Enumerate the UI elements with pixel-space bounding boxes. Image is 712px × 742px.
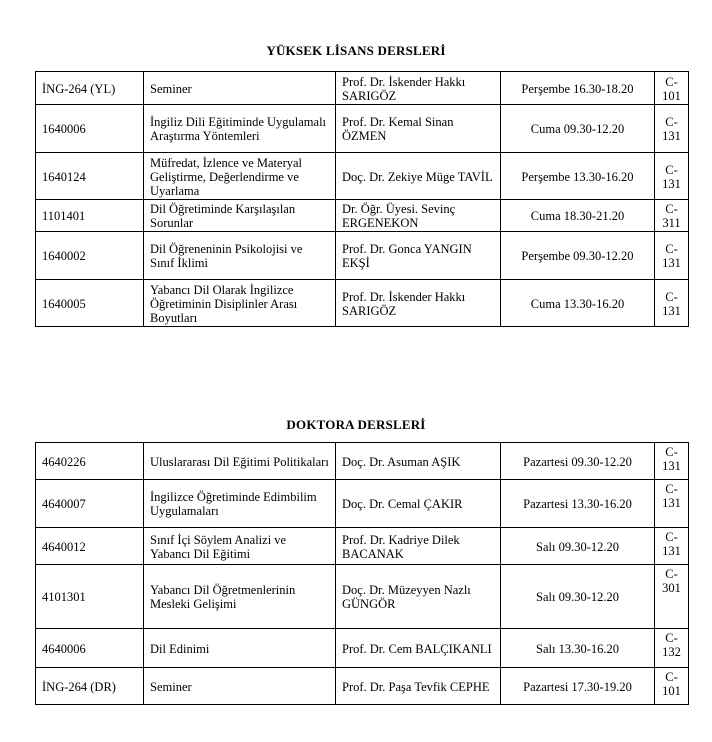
table-row — [36, 443, 689, 480]
course-code: 4640007 — [36, 480, 144, 528]
course-time: Cuma 09.30-12.20 — [501, 105, 655, 153]
course-room: C-301 — [655, 565, 689, 629]
course-time: Salı 09.30-12.20 — [501, 565, 655, 629]
course-code: 1640005 — [36, 280, 144, 327]
course-instructor: Dr. Öğr. Üyesi. Sevinç ERGENEKON — [336, 200, 501, 232]
table-row — [36, 480, 689, 528]
table-row — [36, 565, 689, 629]
course-room: C-131 — [655, 153, 689, 200]
course-room: C-131 — [655, 105, 689, 153]
course-name: İngilizce Öğretiminde Edimbilim Uygulamaları — [144, 480, 336, 528]
course-instructor: Doç. Dr. Zekiye Müge TAVİL — [336, 153, 501, 200]
course-instructor: Doç. Dr. Asuman AŞIK — [336, 443, 501, 480]
course-time: Pazartesi 17.30-19.20 — [501, 668, 655, 705]
course-room: C-131 — [655, 443, 689, 480]
course-instructor: Prof. Dr. Kemal Sinan ÖZMEN — [336, 105, 501, 153]
course-name: Müfredat, İzlence ve Materyal Geliştirme, Değerlendirme ve Uyarlama — [144, 153, 336, 200]
course-name: Uluslararası Dil Eğitimi Politikaları — [144, 443, 336, 480]
course-instructor: Prof. Dr. Kadriye Dilek BACANAK — [336, 528, 501, 565]
course-name: Sınıf İçi Söylem Analizi ve Yabancı Dil Eğitimi — [144, 528, 336, 565]
table-row — [36, 629, 689, 668]
course-room: C-131 — [655, 280, 689, 327]
course-room: C-131 — [655, 528, 689, 565]
course-name: Yabancı Dil Olarak İngilizce Öğretiminin Disiplinler Arası Boyutları — [144, 280, 336, 327]
course-room: C-132 — [655, 629, 689, 668]
course-code: 1101401 — [36, 200, 144, 232]
course-instructor: Prof. Dr. Cem BALÇIKANLI — [336, 629, 501, 668]
course-name: Dil Edinimi — [144, 629, 336, 668]
course-room: C-131 — [655, 480, 689, 528]
course-room: C-311 — [655, 200, 689, 232]
course-name: Dil Öğreneninin Psikolojisi ve Sınıf İklimi — [144, 232, 336, 280]
course-code: 4640226 — [36, 443, 144, 480]
course-time: Salı 13.30-16.20 — [501, 629, 655, 668]
table-row — [36, 528, 689, 565]
course-room: C-101 — [655, 72, 689, 105]
course-code: 4640012 — [36, 528, 144, 565]
table-row — [36, 105, 689, 153]
course-instructor: Prof. Dr. İskender Hakkı SARIGÖZ — [336, 72, 501, 105]
course-instructor: Doç. Dr. Müzeyyen Nazlı GÜNGÖR — [336, 565, 501, 629]
course-instructor: Prof. Dr. Gonca YANGIN EKŞİ — [336, 232, 501, 280]
course-code: 1640002 — [36, 232, 144, 280]
table-row — [36, 668, 689, 705]
course-instructor: Doç. Dr. Cemal ÇAKIR — [336, 480, 501, 528]
course-time: Pazartesi 09.30-12.20 — [501, 443, 655, 480]
course-code: 1640006 — [36, 105, 144, 153]
course-time: Pazartesi 13.30-16.20 — [501, 480, 655, 528]
masters-courses-table — [35, 71, 689, 327]
course-name: İngiliz Dili Eğitiminde Uygulamalı Araştırma Yöntemleri — [144, 105, 336, 153]
table-row — [36, 72, 689, 105]
course-name: Dil Öğretiminde Karşılaşılan Sorunlar — [144, 200, 336, 232]
course-time: Cuma 13.30-16.20 — [501, 280, 655, 327]
doctoral-courses-table — [35, 442, 689, 705]
course-code: 4640006 — [36, 629, 144, 668]
course-room: C-101 — [655, 668, 689, 705]
table-row — [36, 153, 689, 200]
course-name: Yabancı Dil Öğretmenlerinin Mesleki Gelişimi — [144, 565, 336, 629]
course-instructor: Prof. Dr. İskender Hakkı SARIGÖZ — [336, 280, 501, 327]
course-time: Perşembe 09.30-12.20 — [501, 232, 655, 280]
course-time: Cuma 18.30-21.20 — [501, 200, 655, 232]
course-code: İNG-264 (DR) — [36, 668, 144, 705]
table-row — [36, 232, 689, 280]
doctoral-courses-title: DOKTORA DERSLERİ — [286, 417, 426, 432]
course-room: C-131 — [655, 232, 689, 280]
course-time: Perşembe 16.30-18.20 — [501, 72, 655, 105]
table-row — [36, 280, 689, 327]
course-instructor: Prof. Dr. Paşa Tevfik CEPHE — [336, 668, 501, 705]
course-code: İNG-264 (YL) — [36, 72, 144, 105]
course-time: Perşembe 13.30-16.20 — [501, 153, 655, 200]
course-name: Seminer — [144, 668, 336, 705]
course-code: 1640124 — [36, 153, 144, 200]
course-code: 4101301 — [36, 565, 144, 629]
masters-courses-title: YÜKSEK LİSANS DERSLERİ — [266, 43, 446, 58]
table-row — [36, 200, 689, 232]
course-time: Salı 09.30-12.20 — [501, 528, 655, 565]
course-name: Seminer — [144, 72, 336, 105]
